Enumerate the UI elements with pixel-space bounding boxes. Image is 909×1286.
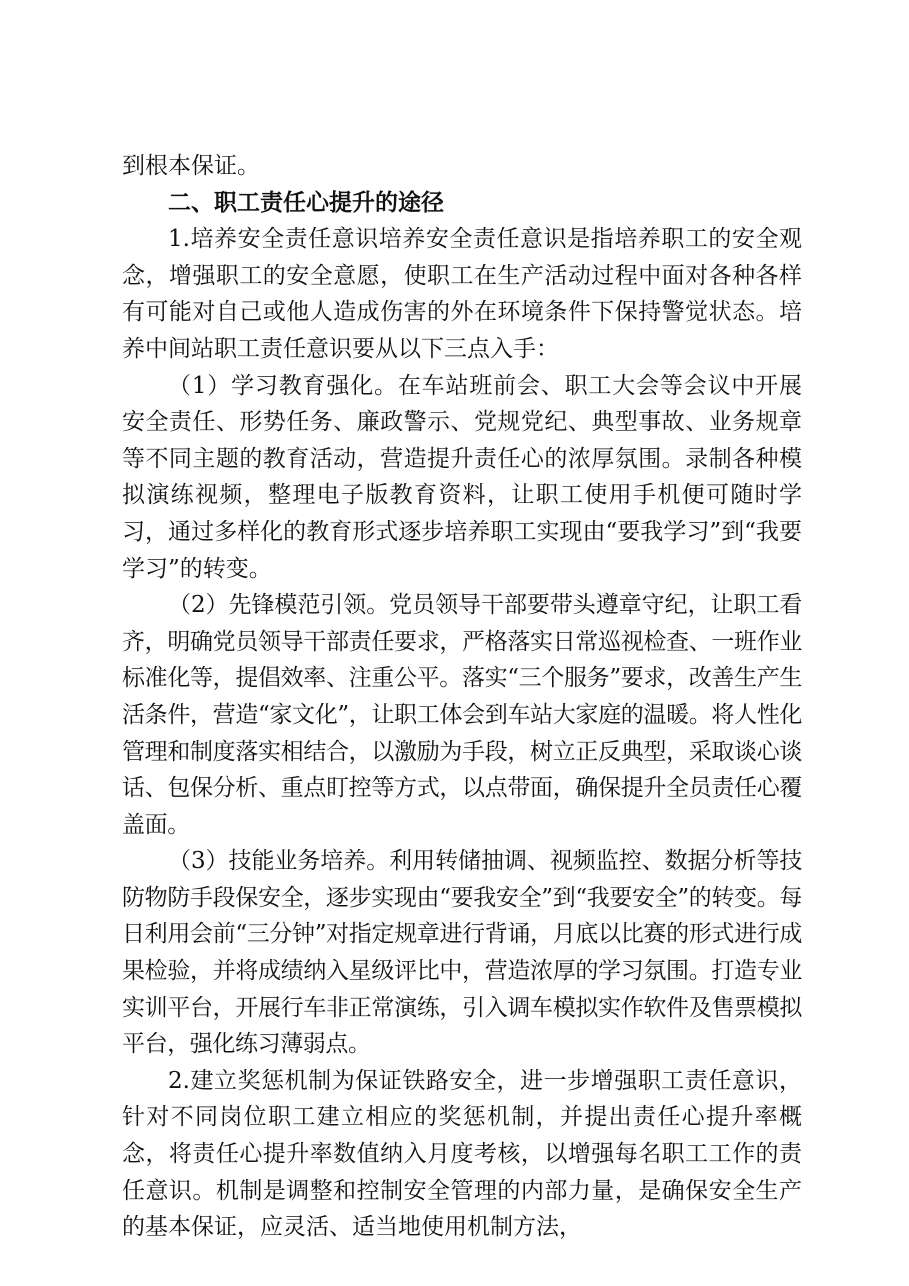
section-heading: 二、职工责任心提升的途径 xyxy=(168,189,444,216)
paragraph-5: 2.建立奖惩机制为保证铁路安全，进一步增强职工责任意识，针对不同岗位职工建立相应的奖惩机制，并提出责任心提升率概念，将责任心提升率数值纳入月度考核，以增强每名职工工作的责任意识。机制是调整和控制安全管理的内部力量，是确保安全生产的基本保证，应灵活、适当地使用机制方法， xyxy=(122,1067,802,1241)
paragraph-4: （3）技能业务培养。利用转储抽调、视频监控、数据分析等技防物防手段保安全，逐步实现由“要我安全”到“我要安全”的转变。每日利用会前“三分钟”对指定规章进行背诵，月底以比赛的形式进行成果检验，并将成绩纳入星级评比中，营造浓厚的学习氛围。打造专业实训平台，开展行车非正常演练，引入调车模拟实作软件及售票模拟平台，强化练习薄弱点。 xyxy=(122,848,802,1058)
paragraph-2: （1）学习教育强化。在车站班前会、职工大会等会议中开展安全责任、形势任务、廉政警示、党规党纪、典型事故、业务规章等不同主题的教育活动，营造提升责任心的浓厚氛围。录制各种模拟演练视频，整理电子版教育资料，让职工使用手机便可随时学习，通过多样化的教育形式逐步培养职工实现由“要我学习”到“我要学习”的转变。 xyxy=(122,372,802,582)
paragraph-3: （2）先锋模范引领。党员领导干部要带头遵章守纪，让职工看齐，明确党员领导干部责任要求，严格落实日常巡视检查、一班作业标准化等，提倡效率、注重公平。落实“三个服务”要求，改善生产生活条件，营造“家文化”，让职工体会到车站大家庭的温暖。将人性化管理和制度落实相结合，以激励为手段，树立正反典型，采取谈心谈话、包保分析、重点盯控等方式，以点带面，确保提升全员责任心覆盖面。 xyxy=(122,592,802,838)
continuation-line: 到根本保证。 xyxy=(122,153,260,179)
paragraph-1: 1.培养安全责任意识培养安全责任意识是指培养职工的安全观念，增强职工的安全意愿，使职工在生产活动过程中面对各种各样有可能对自己或他人造成伤害的外在环境条件下保持警觉状态。培养中间站职工责任意识要从以下三点入手： xyxy=(122,226,802,362)
document-body xyxy=(122,148,802,1246)
